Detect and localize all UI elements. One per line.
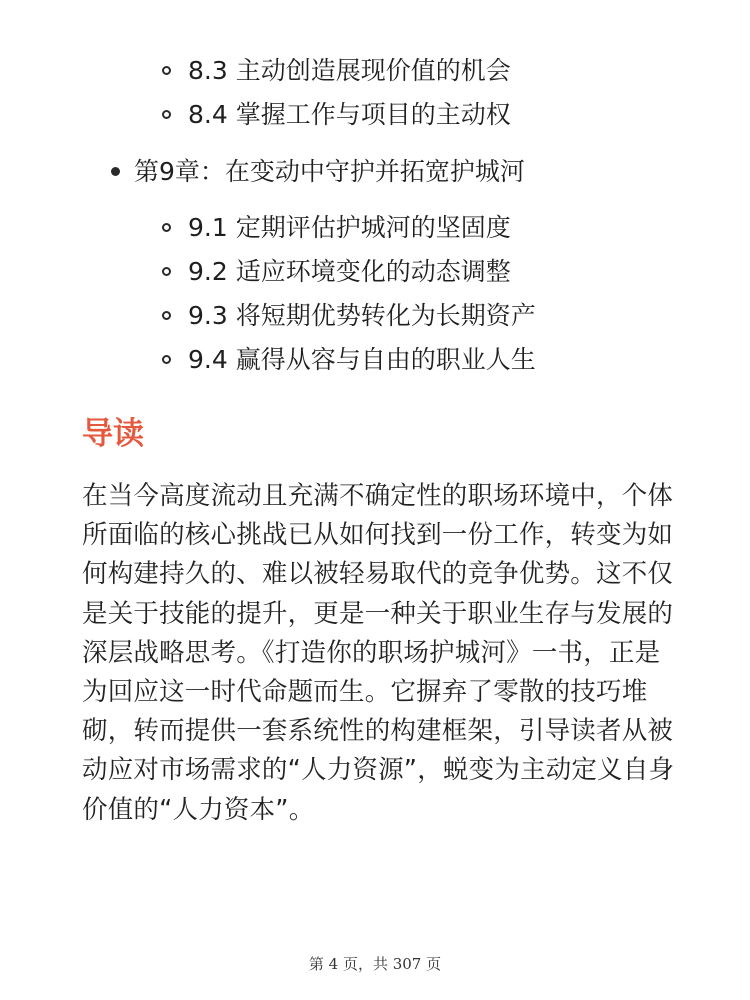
outline-item-9-1: [0, 206, 750, 250]
hollow-bullet-icon: [162, 267, 171, 276]
intro-paragraph: 在当今高度流动且充满不确定性的职场环境中，个体所面临的核心挑战已从如何找到一份工作，转变为如何构建持久的、难以被轻易取代的竞争优势。这不仅是关于技能的提升，更是一种关于职业生存与发展的深层战略思考。《打造你的职场护城河》一书，正是为回应这一时代命题而生。它摒弃了零散的技巧堆砌，转而提供一套系统性的构建框架，引导读者从被动应对市场需求的“人力资源”，蜕变为主动定义自身价值的“人力资本”。: [82, 481, 675, 825]
outline-item-label: 9.4 赢得从容与自由的职业人生: [188, 345, 536, 374]
hollow-bullet-icon: [162, 311, 171, 320]
hollow-bullet-icon: [162, 223, 171, 232]
outline-item-9-2: [0, 250, 750, 294]
hollow-bullet-icon: [162, 110, 171, 119]
hollow-bullet-icon: [162, 355, 171, 364]
filled-bullet-icon: [111, 167, 120, 176]
outline-item-label: 8.4 掌握工作与项目的主动权: [188, 100, 511, 129]
chapter-title: 第9章：在变动中守护并拓宽护城河: [134, 157, 525, 186]
page-number: 第 4 页，共 307 页: [308, 955, 442, 973]
outline-item-8-4: [0, 93, 750, 137]
outline-item-9-4: [0, 338, 750, 382]
outline-item-label: 9.1 定期评估护城河的坚固度: [188, 213, 511, 242]
outline-chapter-9: [0, 150, 750, 194]
outline-sublist-chapter9: [0, 206, 750, 382]
outline-item-label: 9.3 将短期优势转化为长期资产: [188, 301, 536, 330]
hollow-bullet-icon: [162, 66, 171, 75]
outline-sublist-chapter8: [0, 49, 750, 137]
outline-item-label: 8.3 主动创造展现价值的机会: [188, 56, 511, 85]
outline-item-label: 9.2 适应环境变化的动态调整: [188, 257, 511, 286]
section-heading: 导读: [82, 416, 144, 452]
outline-item-9-3: [0, 294, 750, 338]
outline-item-8-3: [0, 49, 750, 93]
